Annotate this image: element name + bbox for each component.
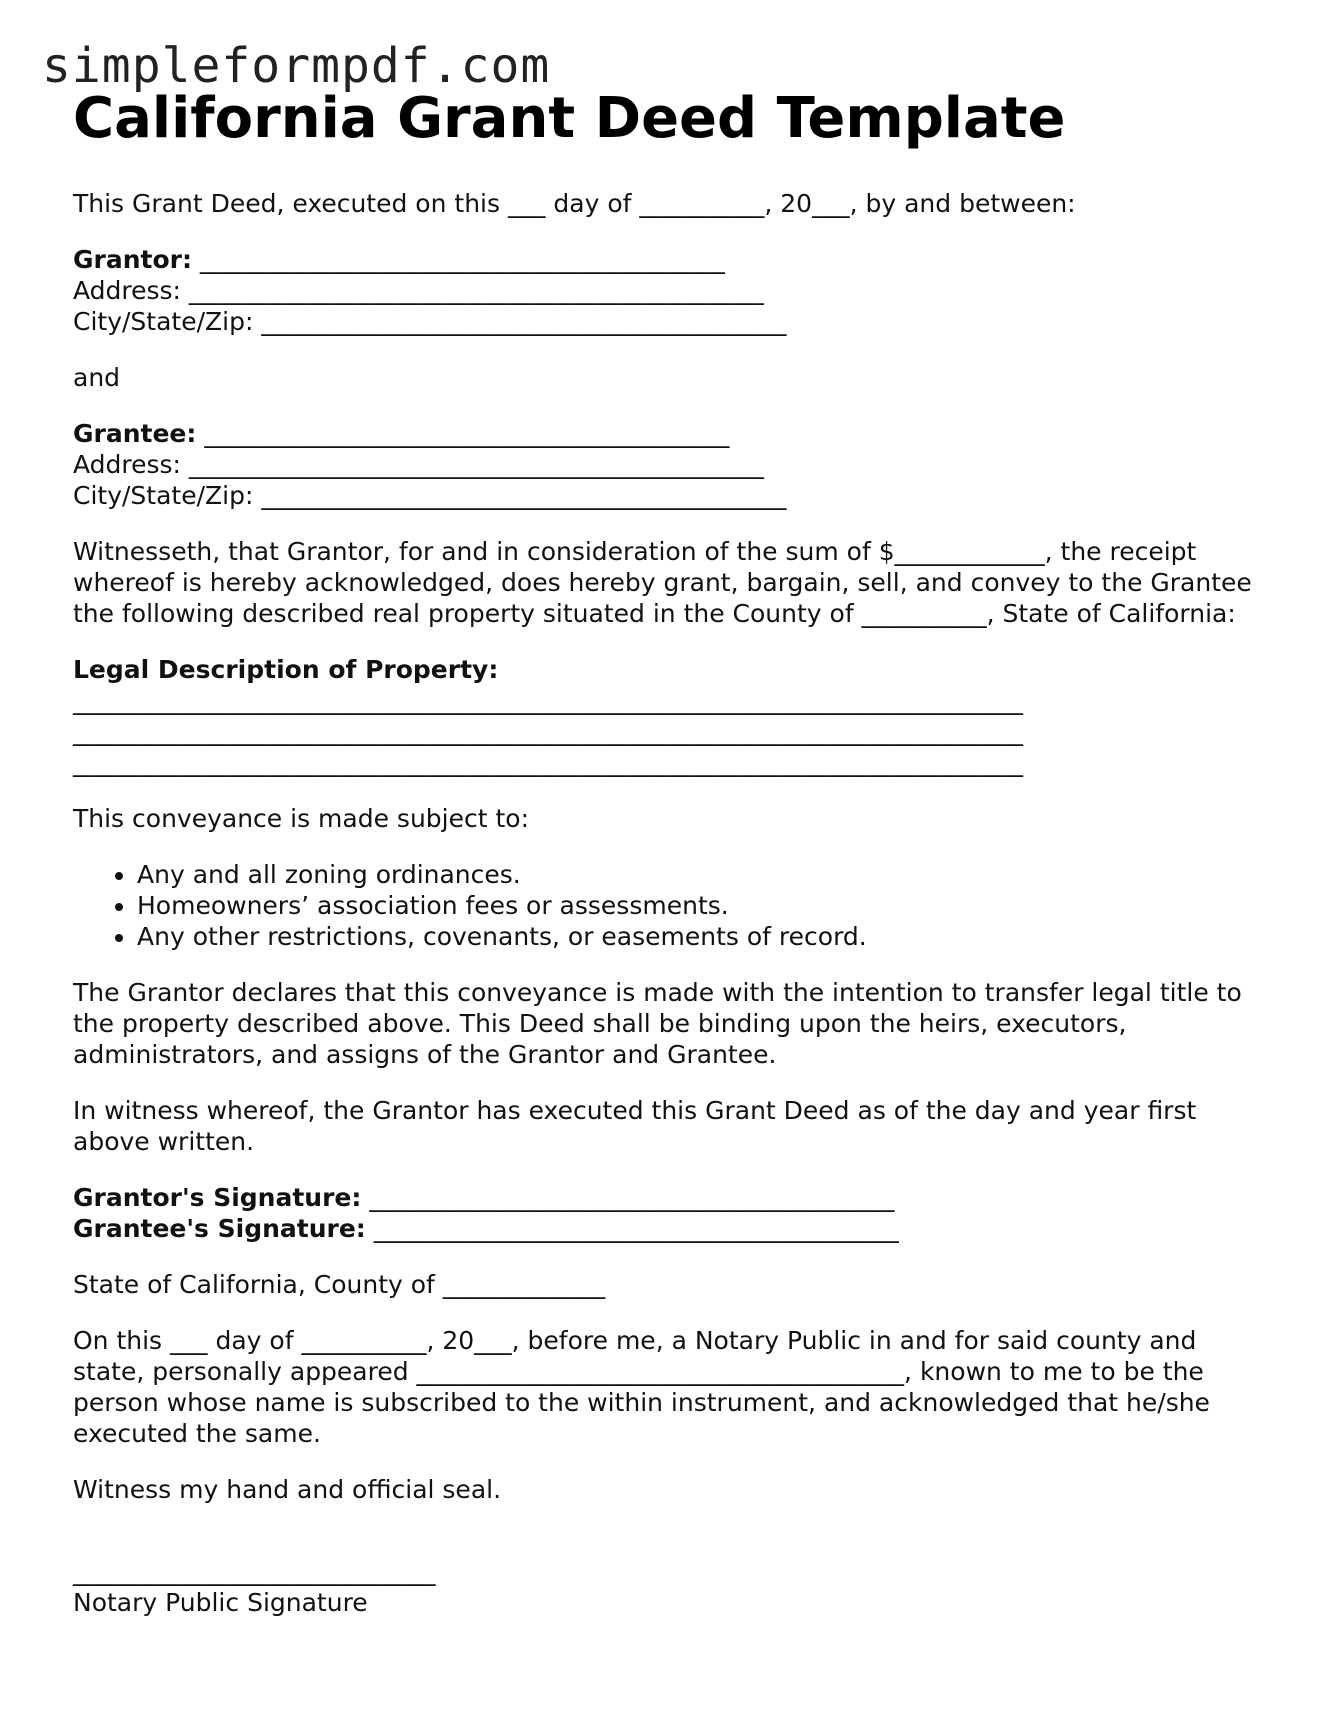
legal-description-line[interactable]: ____________________________________________________________________________: [73, 748, 1023, 777]
grantee-address-field[interactable]: Address: ______________________________________________: [73, 450, 764, 479]
grantee-signature-row: [73, 1213, 1263, 1244]
deed-body: [73, 188, 1263, 1618]
grantee-label: Grantee:: [73, 419, 197, 448]
grantor-signature-label: Grantor's Signature:: [73, 1183, 362, 1212]
state-county-line[interactable]: State of California, County of _____________: [73, 1270, 606, 1299]
grantee-block: [73, 418, 1263, 511]
legal-description-heading: Legal Description of Property:: [73, 655, 499, 684]
conditions-list: [73, 859, 1263, 952]
grantee-city-field[interactable]: City/State/Zip: __________________________________________: [73, 481, 787, 510]
grantor-label: Grantor:: [73, 245, 192, 274]
subject-intro: This conveyance is made subject to:: [73, 804, 529, 833]
condition-item: • Homeowners’ association fees or assessments.: [137, 890, 1263, 921]
grantee-signature-label: Grantee's Signature:: [73, 1214, 366, 1243]
notary-signature-label: Notary Public Signature: [73, 1588, 368, 1617]
grantor-row: [73, 244, 1263, 275]
grantee-signature-field[interactable]: __________________________________________: [365, 1214, 899, 1243]
witnesseth-paragraph: Witnesseth, that Grantor, for and in consideration of the sum of $____________, the receipt whereof is hereby acknowledged, does hereby grant, bargain, sell, and convey to the Grantee the following described real property situated in the County of __________, State of California:: [73, 537, 1260, 628]
grantor-city-field[interactable]: City/State/Zip: __________________________________________: [73, 307, 787, 336]
and-text: and: [73, 363, 121, 392]
in-witness-paragraph: In witness whereof, the Grantor has executed this Grant Deed as of the day and year first above written.: [73, 1096, 1205, 1156]
site-watermark: simpleformpdf.com: [42, 38, 551, 94]
grantor-name-field[interactable]: __________________________________________: [191, 245, 725, 274]
grantee-name-field[interactable]: __________________________________________: [196, 419, 730, 448]
intro-text: This Grant Deed, executed on this ___ day of __________, 20___, by and between:: [73, 189, 1076, 218]
declaration-paragraph: The Grantor declares that this conveyance is made with the intention to transfer legal title to the property described above. This Deed shall be binding upon the heirs, executors, administrators, and assigns of the Grantor and Grantee.: [73, 978, 1250, 1069]
witness-hand-text: Witness my hand and official seal.: [73, 1475, 502, 1504]
grantor-block: [73, 244, 1263, 337]
grantor-address-field[interactable]: Address: ______________________________________________: [73, 276, 764, 305]
condition-item: • Any other restrictions, covenants, or easements of record.: [137, 921, 1263, 952]
document-title: California Grant Deed Template: [73, 86, 1066, 151]
grantor-signature-row: [73, 1182, 1263, 1213]
signature-block: [73, 1182, 1263, 1244]
condition-item: • Any and all zoning ordinances.: [137, 859, 1263, 890]
grantor-signature-field[interactable]: __________________________________________: [361, 1183, 895, 1212]
notary-acknowledgment: On this ___ day of __________, 20___, before me, a Notary Public in and for said county and state, personally appeared _______________________________________, known to me to be the person whose name is subscribed to the within instrument, and acknowledged that he/she executed the same.: [73, 1326, 1218, 1448]
legal-description-line[interactable]: ____________________________________________________________________________: [73, 686, 1023, 715]
legal-description-line[interactable]: ____________________________________________________________________________: [73, 717, 1023, 746]
grantee-row: [73, 418, 1263, 449]
notary-signature-field[interactable]: _____________________________: [73, 1557, 436, 1586]
